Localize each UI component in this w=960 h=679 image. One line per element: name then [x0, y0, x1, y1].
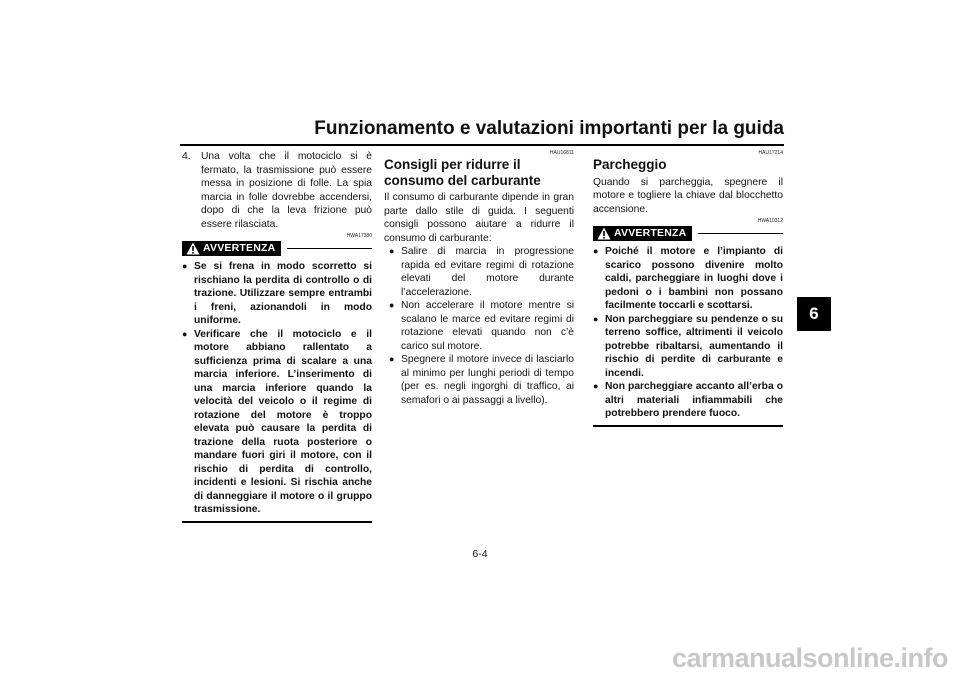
list-item-text: Salire di marcia in progressione rapida ed evitare regimi di rotazione elevati del motore durante l’accelerazione.	[401, 246, 574, 298]
warning-triangle-icon	[597, 227, 611, 240]
list-item	[384, 299, 574, 353]
warning-badge	[182, 241, 281, 256]
watermark-logo[interactable]: carmanualsonline.info	[671, 643, 948, 673]
warning-item-text: Non parcheggiare su pendenze o su terreno soffice, altrimenti il veicolo potrebbe ribaltarsi, aumentando il rischio di perdite di carburante e incendi.	[605, 313, 783, 379]
warning-label: AVVERTENZA	[203, 241, 276, 254]
warning-item-text: Verificare che il motociclo e il motore abbiano rallentato a sufficienza prima di scalare a una marcia inferiore. L’inserimento di una marcia inferiore quando la velocità del veicolo o il regime di rotazione del motore è troppo elevata può causare la perdita di trazione della ruota posteriore o mandare fuori giri il motore, con il rischio di perdita di controllo, incidenti e lesioni. Si rischia anche di danneggiare il motore o il gruppo trasmissione.	[194, 328, 372, 515]
section-intro: Quando si parcheggia, spegnere il motore e togliere la chiave dal blocchetto accensione.	[593, 176, 783, 215]
warning-end-rule	[593, 425, 783, 427]
warning-item-text: Non parcheggiare accanto all’erba o altri materiali infiammabili che potrebbero prendere fuoco.	[605, 381, 783, 419]
list-item	[384, 245, 574, 299]
circle-bullet-icon: ●	[593, 246, 599, 256]
column-left	[182, 150, 372, 523]
warning-code: HWA17380	[346, 233, 372, 239]
warning-item	[593, 313, 783, 381]
page-number: 6-4	[472, 548, 488, 560]
step-item	[182, 150, 372, 231]
warning-rule	[698, 233, 783, 234]
list-item-text: Non accelerare il motore mentre si scalano le marce ed evitare regimi di rotazione elevati quando non c’è carico sul motore.	[401, 300, 574, 352]
section-intro: Il consumo di carburante dipende in gran parte dallo stile di guida. I seguenti consigli possono aiutare a ridurre il consumo di carburante:	[384, 192, 574, 244]
circle-bullet-icon: ●	[182, 261, 188, 271]
section-code: HAU16811	[549, 150, 574, 156]
title-rule	[180, 144, 784, 146]
circle-bullet-icon: ●	[389, 354, 395, 364]
warning-item-text: Se si frena in modo scorretto si rischiano la perdita di controllo o di trazione. Utilizzare sempre entrambi i freni, azionandoli in modo uniforme.	[194, 261, 372, 326]
column-right	[593, 150, 783, 427]
warning-item	[593, 245, 783, 313]
column-middle	[384, 150, 574, 407]
warning-item-text: Poiché il motore e l’impianto di scarico possono divenire molto caldi, parcheggiare in luoghi dove i pedoni o i bambini non possano facilmente toccarli e scottarsi.	[605, 246, 783, 311]
circle-bullet-icon: ●	[182, 328, 188, 339]
warning-end-rule	[182, 521, 372, 523]
list-item	[384, 353, 574, 407]
step-text: Una volta che il motociclo si è fermato, la trasmissione può essere messa in posizione di folle. La spia marcia in folle dovrebbe accendersi, dopo di che la leva frizione può essere rilasciata.	[201, 151, 372, 230]
section-code: HAU17214	[758, 150, 783, 156]
circle-bullet-icon: ●	[593, 381, 599, 391]
warning-header	[593, 226, 783, 241]
circle-bullet-icon: ●	[593, 313, 599, 324]
section-title: Consigli per ridurre il consumo del carburante	[384, 157, 541, 188]
warning-item	[182, 260, 372, 328]
step-number: 4.	[182, 151, 191, 162]
warning-item	[182, 328, 372, 517]
warning-header	[182, 241, 372, 256]
warning-rule	[287, 248, 372, 249]
section-title: Parcheggio	[593, 157, 667, 172]
warning-item	[593, 380, 783, 421]
circle-bullet-icon: ●	[389, 300, 395, 310]
warning-label: AVVERTENZA	[614, 226, 687, 239]
warning-triangle-icon	[186, 242, 200, 255]
chapter-tab[interactable]: 6	[797, 297, 831, 331]
circle-bullet-icon: ●	[389, 246, 395, 256]
list-item-text: Spegnere il motore invece di lasciarlo al minimo per lunghi periodi di tempo (per es. negli ingorghi di traffico, ai semafori o ai passaggi a livello).	[401, 354, 574, 406]
warning-code: HWA10312	[757, 218, 783, 224]
page-title: Funzionamento e valutazioni importanti per la guida	[314, 118, 784, 139]
warning-badge	[593, 226, 692, 241]
